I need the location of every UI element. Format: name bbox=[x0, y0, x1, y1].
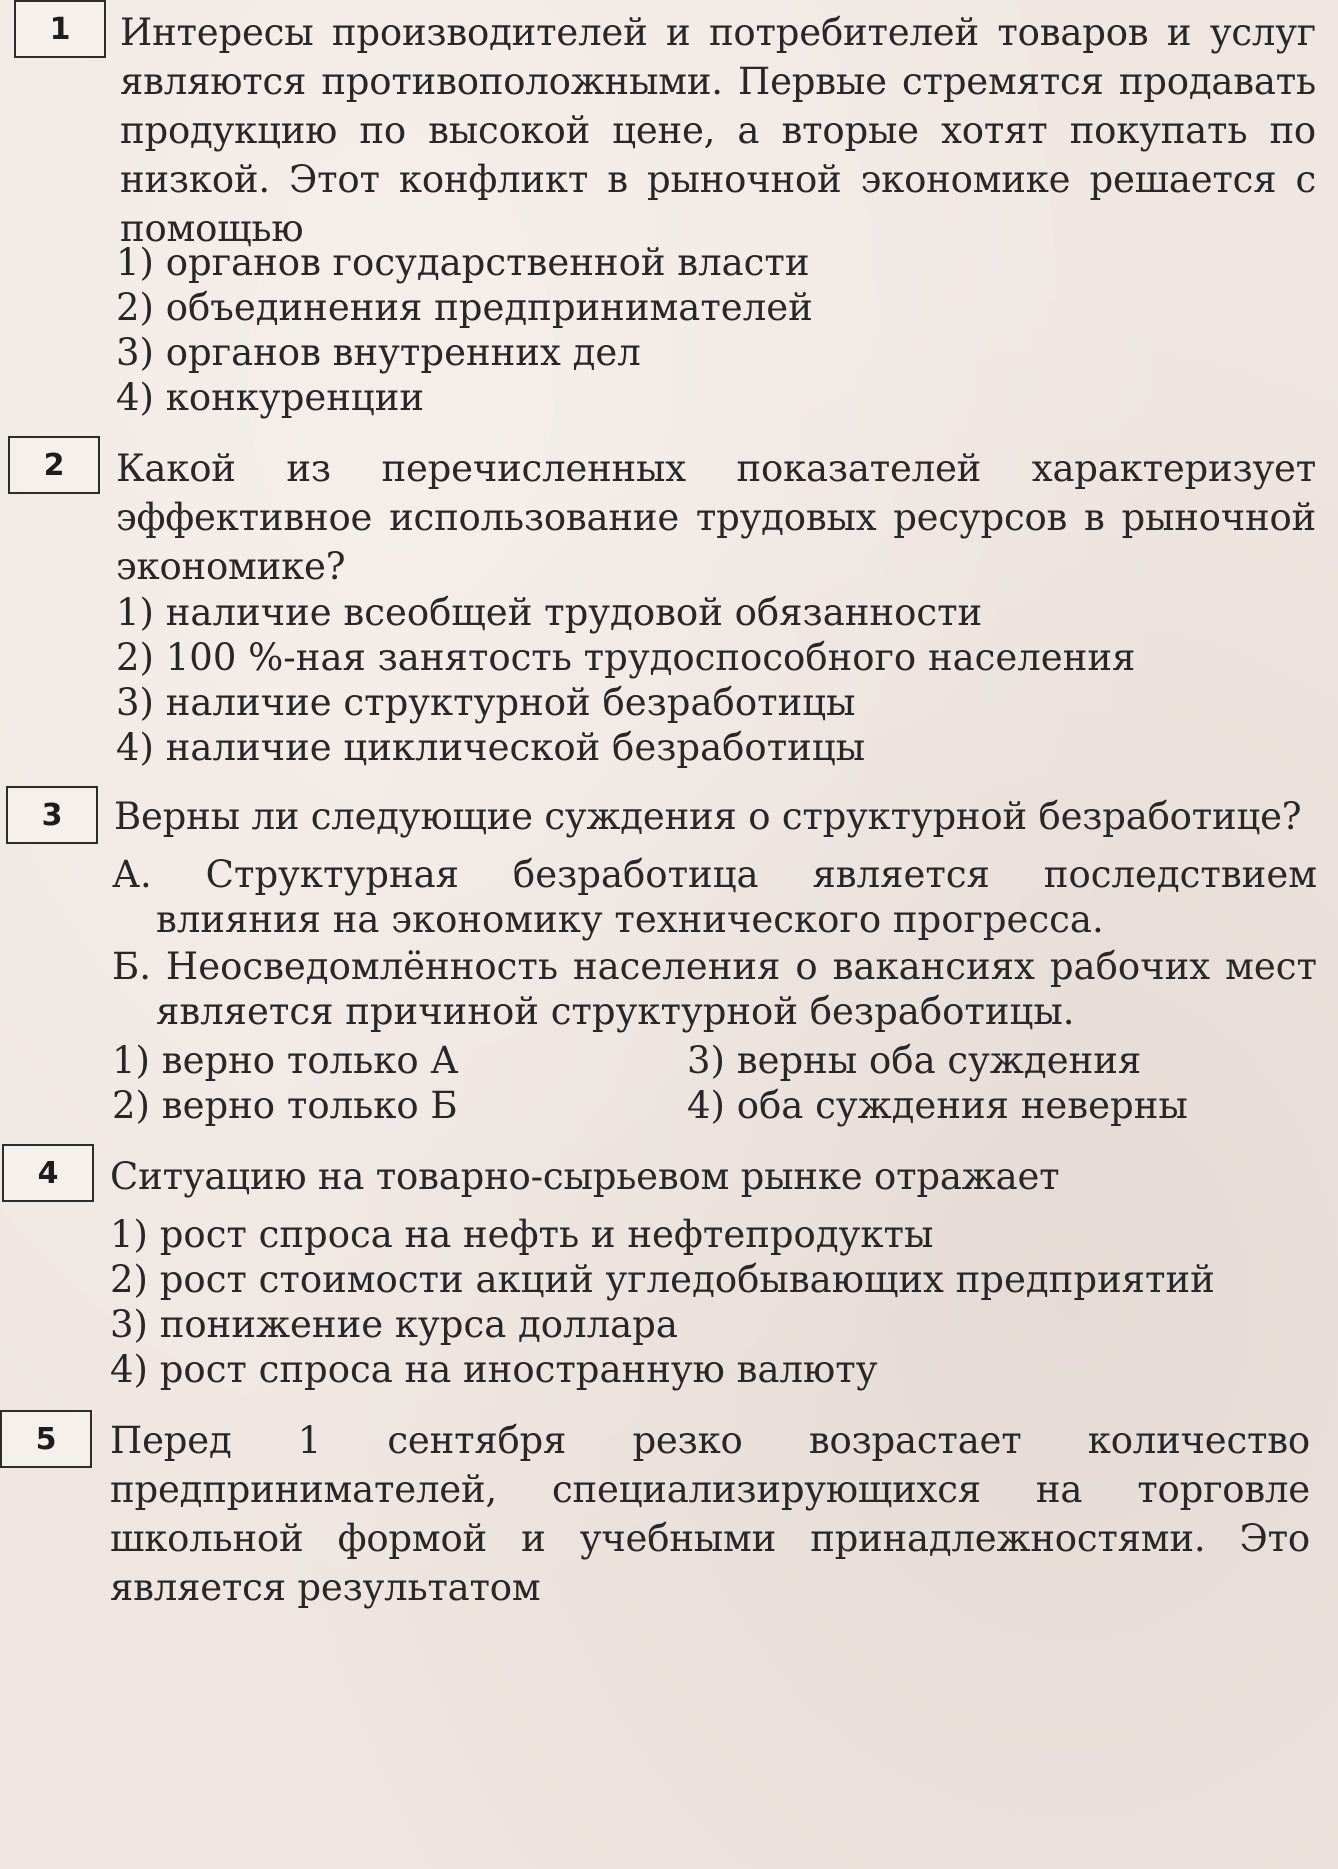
answer-option[interactable]: 3) наличие структурной безработицы bbox=[116, 681, 856, 724]
question-text: Какой из перечисленных показателей характеризует эффективное использование трудовых ресурсов в рыночной экономике? bbox=[116, 447, 1316, 588]
question-text: Перед 1 сентября резко возрастает количество предпринимателей, специализирующихся на торговле школьной формой и учебными принадлежностями. Это является результатом bbox=[110, 1419, 1310, 1609]
question-number-box: 5 bbox=[0, 1410, 92, 1468]
answer-option[interactable]: 2) рост стоимости акций угледобывающих предприятий bbox=[110, 1258, 1215, 1301]
judgment-b: Б. Неосведомлённость населения о вакансиях рабочих мест является причиной структурной безработицы. bbox=[112, 945, 1317, 1033]
answer-option[interactable]: 2) объединения предпринимателей bbox=[116, 286, 813, 329]
answer-option[interactable]: 3) верны оба суждения bbox=[687, 1039, 1142, 1082]
question-number-box: 4 bbox=[2, 1144, 94, 1202]
answer-option[interactable]: 1) органов государственной власти bbox=[116, 241, 810, 284]
judgment-a: А. Структурная безработица является последствием влияния на экономику технического прогресса. bbox=[112, 853, 1317, 941]
question-number-box: 3 bbox=[6, 786, 98, 844]
answer-option[interactable]: 4) конкуренции bbox=[116, 376, 425, 419]
question-text: Интересы производителей и потребителей товаров и услуг являются противоположными. Первые стремятся продавать продукцию по высокой цене, а вторые хотят покупать по низкой. Этот конфликт в рыночной экономике решается с помощью bbox=[120, 11, 1316, 250]
answer-option[interactable]: 3) органов внутренних дел bbox=[116, 331, 641, 374]
question-text: Ситуацию на товарно-сырьевом рынке отражает bbox=[110, 1155, 1060, 1198]
answer-option[interactable]: 4) оба суждения неверны bbox=[687, 1084, 1188, 1127]
answer-option[interactable]: 4) наличие циклической безработицы bbox=[116, 726, 866, 769]
answer-option[interactable]: 4) рост спроса на иностранную валюту bbox=[110, 1348, 878, 1391]
answer-option[interactable]: 1) рост спроса на нефть и нефтепродукты bbox=[110, 1213, 934, 1256]
answer-option[interactable]: 1) наличие всеобщей трудовой обязанности bbox=[116, 591, 983, 634]
question-text: Верны ли следующие суждения о структурной безработице? bbox=[114, 795, 1302, 838]
answer-option[interactable]: 2) верно только Б bbox=[112, 1084, 458, 1127]
answer-options bbox=[112, 1038, 1207, 1128]
answer-option[interactable]: 2) 100 %-ная занятость трудоспособного населения bbox=[116, 636, 1136, 679]
question-number-box: 2 bbox=[8, 436, 100, 494]
answer-option[interactable]: 3) понижение курса доллара bbox=[110, 1303, 678, 1346]
answer-options bbox=[116, 240, 813, 420]
answer-option[interactable]: 1) верно только А bbox=[112, 1039, 459, 1082]
judgments-list bbox=[112, 852, 1317, 1036]
answer-options bbox=[110, 1212, 1215, 1392]
question-number-box: 1 bbox=[14, 0, 106, 58]
answer-options bbox=[116, 590, 1135, 770]
